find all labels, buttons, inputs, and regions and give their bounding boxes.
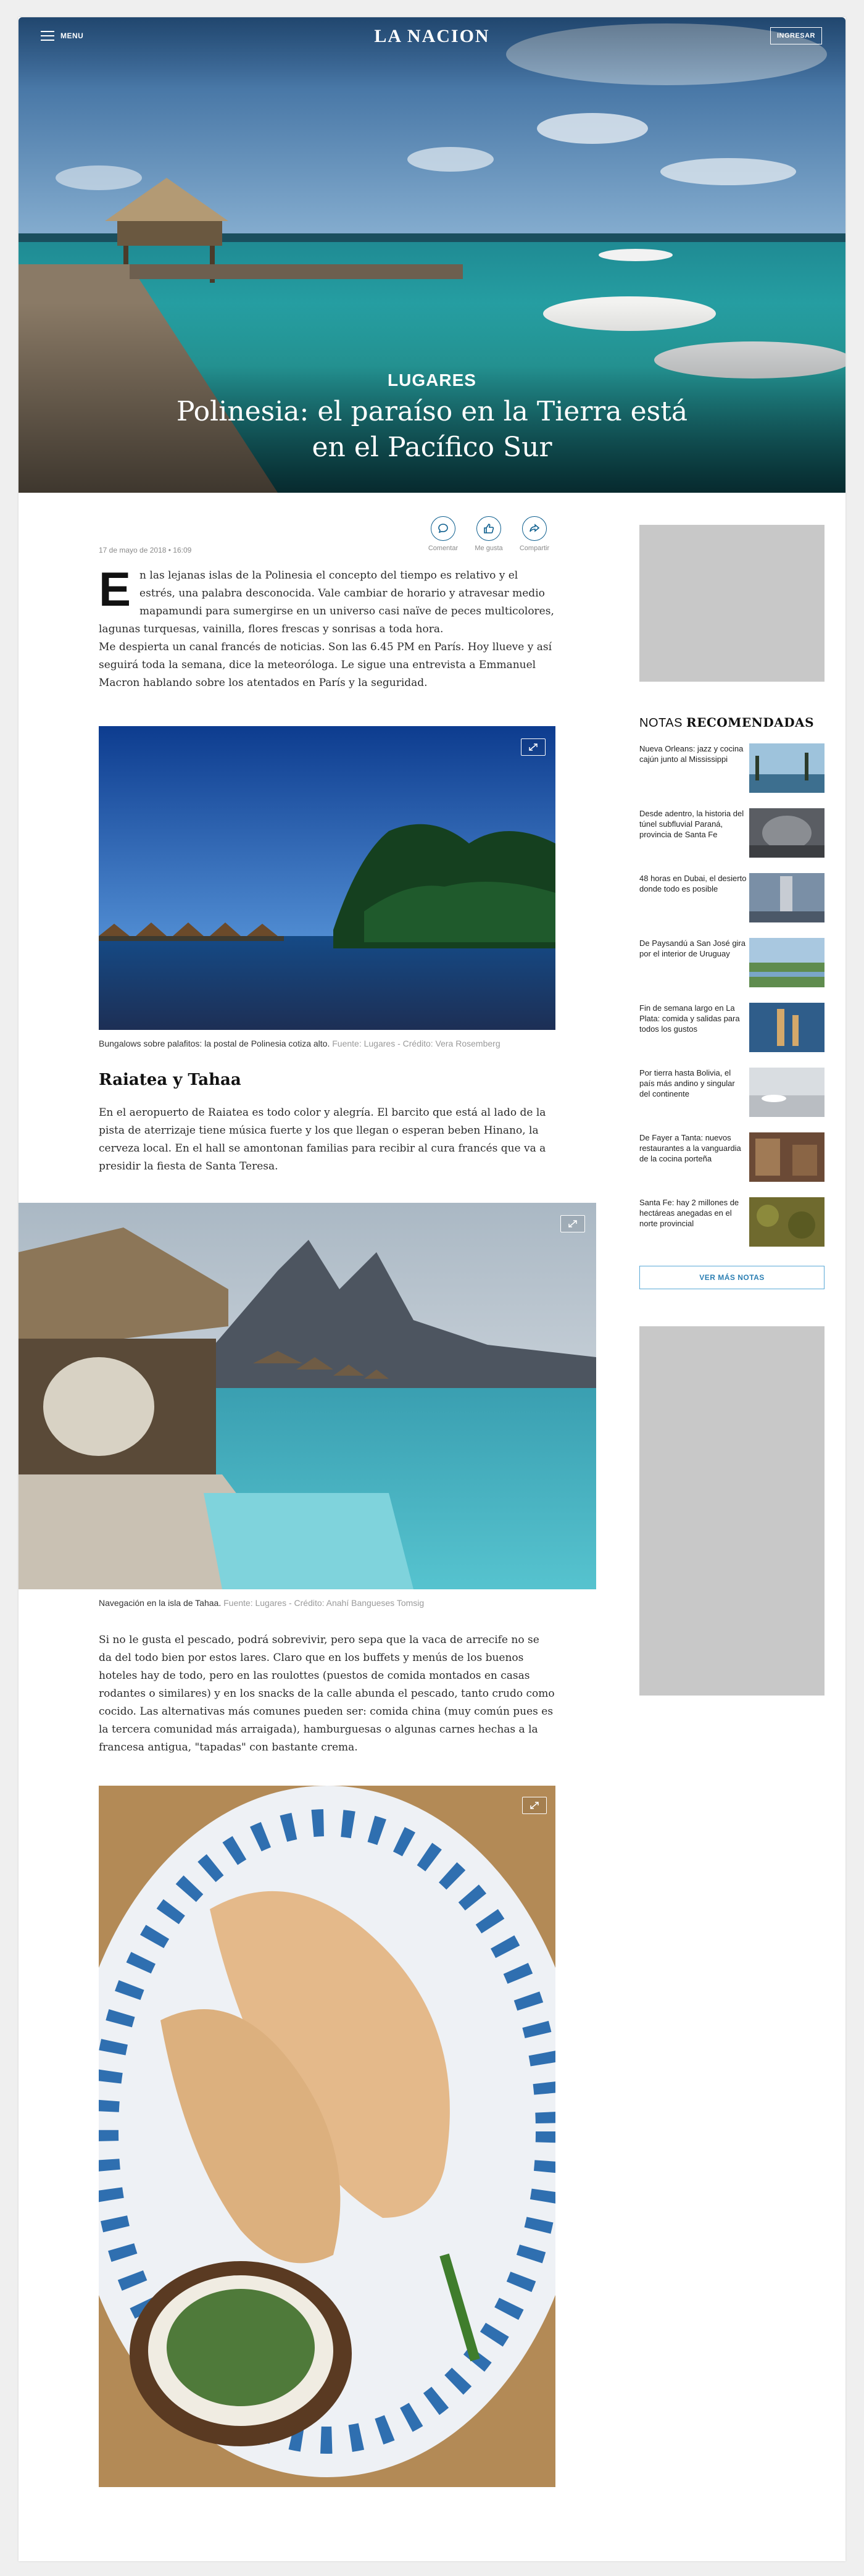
see-more-notes-button[interactable]: VER MÁS NOTAS (639, 1266, 825, 1289)
ad-slot-top[interactable] (639, 525, 825, 682)
paragraph-2: En el aeropuerto de Raiatea es todo color y alegría. El barcito que está al lado de la pista de aterrizaje tiene música fuerte y los que llegan o esperan beben Hinano, la cerveza local. En el hall se amontonan familias para recibir al cura francés que va a presidir la fiesta de Santa Teresa. (99, 1106, 546, 1173)
rec-title-light: NOTAS (639, 716, 683, 730)
expand-arrows-icon (530, 1801, 539, 1810)
caption-source: Fuente: Lugares - Crédito: Anahí Bangueses Tomsig (223, 1598, 425, 1608)
headline-line-2: en el Pacífico Sur (312, 432, 552, 463)
recommended-item-title: Nueva Orleans: jazz y cocina cajún junto al Mississippi (639, 744, 744, 764)
ad-slot-bottom[interactable] (639, 1326, 825, 1696)
comment-button[interactable] (425, 516, 462, 552)
recommended-item-title: Desde adentro, la historia del túnel subfluvial Paraná, provincia de Santa Fe (639, 809, 744, 839)
thumbs-up-icon (476, 516, 501, 541)
recommended-item[interactable] (639, 808, 825, 860)
share-arrow-icon (522, 516, 547, 541)
recommended-item[interactable] (639, 743, 825, 795)
recommended-item[interactable] (639, 938, 825, 990)
photo-caption-2 (99, 1598, 424, 1608)
section-kicker[interactable]: LUGARES (388, 370, 476, 390)
paragraph-3: Si no le gusta el pescado, podrá sobrevivir, pero sepa que la vaca de arrecife no se da del todo bien por estos lares. Claro que en los buffets y menús de los buenos hoteles hay de todo, pero en las roulottes (puestos de comida montados en casas rodantes o similares) y en los snacks de la calle abunda el pescado, tanto crudo como cocido. Las alternativas más comunes pueden ser: comida china (muy común pues es la tercera comunidad más arraigada), hamburguesas o algunas carnes hechas a la francesa antigua, "tapadas" con bastante crema. (99, 1634, 555, 1754)
recommended-notes-title (639, 715, 814, 730)
recommended-item-thumbnail (749, 743, 825, 793)
recommended-item-thumbnail (749, 938, 825, 987)
expand-arrows-icon (568, 1219, 578, 1228)
photo-caption-1 (99, 1039, 501, 1048)
recommended-item[interactable] (639, 1197, 825, 1249)
recommended-item-thumbnail (749, 1068, 825, 1117)
recommended-item-thumbnail (749, 1003, 825, 1052)
paragraph-1: n las lejanas islas de la Polinesia el concepto del tiempo es relativo y el estrés, una palabra desconocida. Vale cambiar de horario y atravesar medio mapamundi para sumergirse en un universo casi naïve de peces multicolores, lagunas turquesas, vainilla, flores frescas y sonrisas a toda hora. (99, 569, 554, 635)
recommended-item-title: De Paysandú a San José gira por el interior de Uruguay (639, 939, 746, 958)
share-button[interactable] (516, 516, 553, 552)
rec-title-bold: RECOMENDADAS (686, 715, 815, 730)
seafood-plate-photo[interactable] (99, 1786, 555, 2487)
recommended-item[interactable] (639, 873, 825, 925)
section-subheading: Raiatea y Tahaa (99, 1071, 241, 1089)
expand-image-button[interactable] (522, 1797, 547, 1814)
top-navigation (19, 17, 845, 54)
recommended-item[interactable] (639, 1068, 825, 1119)
article-headline (154, 394, 710, 466)
login-button[interactable]: INGRESAR (770, 27, 822, 44)
recommended-item-title: Por tierra hasta Bolivia, el país más andino y singular del continente (639, 1068, 735, 1098)
recommended-item[interactable] (639, 1132, 825, 1184)
recommended-item-title: Fin de semana largo en La Plata: comida y salidas para todos los gustos (639, 1003, 740, 1034)
headline-line-1: Polinesia: el paraíso en la Tierra está (176, 396, 688, 427)
paragraph-1b: Me despierta un canal francés de noticias. Son las 6.45 PM en París. Hoy llueve y así seguirá toda la semana, dice la meteoróloga. Le sigue una entrevista a Emmanuel Macron hablando sobre los atentados en París y la seguridad. (99, 641, 552, 689)
expand-arrows-icon (528, 743, 538, 751)
hero-banner (19, 17, 845, 493)
comment-icon (431, 516, 455, 541)
caption-text: Navegación en la isla de Tahaa. (99, 1598, 222, 1608)
recommended-item[interactable] (639, 1003, 825, 1055)
expand-image-button[interactable] (560, 1215, 585, 1232)
intro-paragraph (99, 562, 555, 692)
expand-image-button[interactable] (521, 738, 546, 756)
like-label: Me gusta (475, 545, 503, 552)
tahaa-photo[interactable] (19, 1203, 596, 1589)
recommended-item-title: 48 horas en Dubai, el desierto donde todo es posible (639, 874, 747, 893)
recommended-item-thumbnail (749, 873, 825, 922)
menu-label: MENU (60, 31, 84, 40)
recommended-item-thumbnail (749, 1197, 825, 1247)
article-page (19, 17, 845, 2561)
site-logo[interactable]: LA NACION (374, 26, 490, 46)
recommended-item-title: De Fayer a Tanta: nuevos restaurantes a la vanguardia de la cocina porteña (639, 1133, 741, 1163)
like-button[interactable] (470, 516, 507, 552)
drop-cap: E (99, 562, 131, 616)
share-label: Compartir (519, 545, 550, 552)
recommended-item-thumbnail (749, 808, 825, 858)
recommended-item-thumbnail (749, 1132, 825, 1182)
caption-text: Bungalows sobre palafitos: la postal de Polinesia cotiza alto. (99, 1039, 330, 1048)
bungalows-photo[interactable] (99, 726, 555, 1030)
caption-source: Fuente: Lugares - Crédito: Vera Rosemberg (332, 1039, 501, 1048)
publish-date: 17 de mayo de 2018 • 16:09 (99, 546, 192, 554)
comment-label: Comentar (428, 545, 459, 552)
recommended-item-title: Santa Fe: hay 2 millones de hectáreas anegadas en el norte provincial (639, 1198, 739, 1228)
